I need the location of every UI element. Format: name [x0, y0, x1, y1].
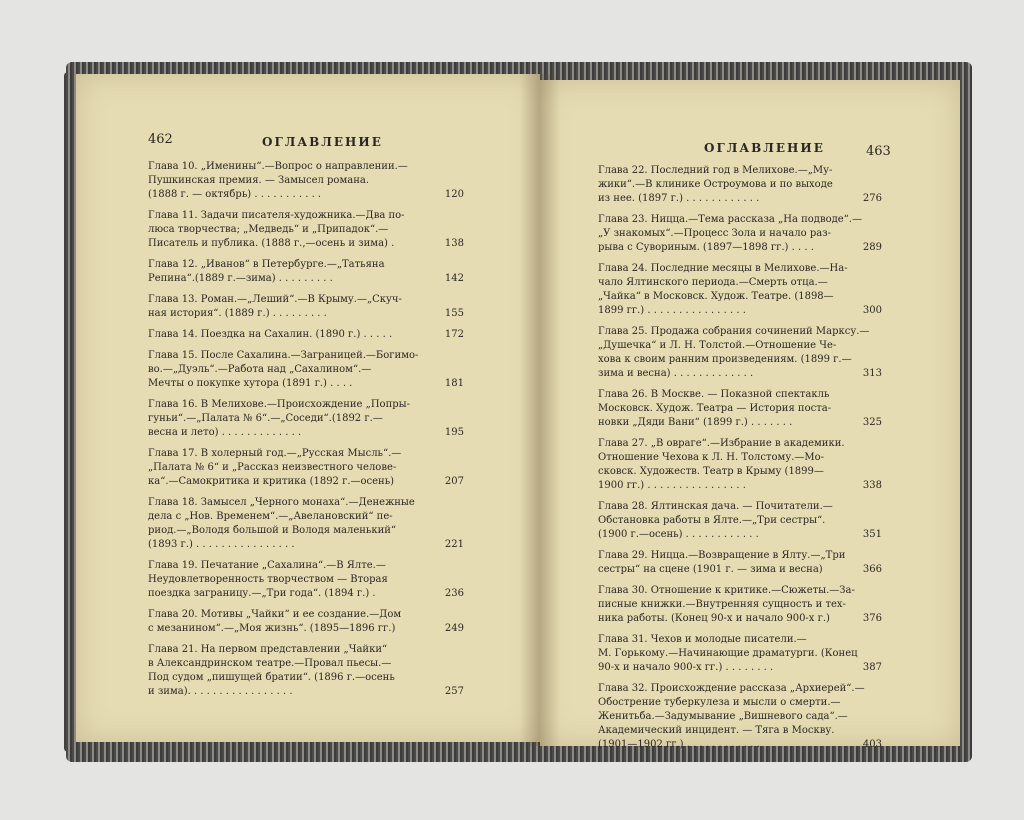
toc-entry-text — [598, 262, 882, 318]
toc-entry — [148, 608, 464, 636]
toc-entry-text — [598, 633, 882, 675]
toc-entry-line: Глава 19. Печатание „Сахалина“.—В Ялте.— — [148, 560, 386, 571]
toc-entry-text — [148, 559, 464, 601]
toc-entry — [148, 258, 464, 286]
toc-entry-line: Глава 12. „Иванов“ в Петербурге.—„Татьяна — [148, 259, 385, 270]
toc-entry-text — [148, 447, 464, 489]
toc-entry-line: Обострение туберкулеза и мысли о смерти.— — [598, 697, 841, 708]
toc-entry-text — [148, 328, 464, 342]
toc-entry-page: 313 — [862, 368, 882, 379]
toc-entry-text — [148, 608, 464, 636]
toc-entry — [148, 496, 464, 552]
toc-entry-line: хова к своим ранним произведениям. (1899 г.— — [598, 354, 852, 365]
toc-entry-line: Глава 22. Последний год в Мелихове.—„Му- — [598, 165, 833, 176]
toc-entry-line: Глава 23. Ницца.—Тема рассказа „На подводе“.— — [598, 214, 862, 225]
toc-entry-line: Писатель и публика. (1888 г.,—осень и зима) . — [148, 238, 395, 249]
toc-entry-line: 1900 гг.) . . . . . . . . . . . . . . . . — [598, 480, 746, 491]
book-gutter — [520, 74, 560, 746]
toc-entry-line: Глава 13. Роман.—„Леший“.—В Крыму.—„Скуч- — [148, 294, 402, 305]
toc-entry-line: Глава 28. Ялтинская дача. — Почитатели.— — [598, 501, 833, 512]
toc-entry-line: М. Горькому.—Начинающие драматурги. (Конец — [598, 648, 858, 659]
toc-entry-line: люса творчества; „Медведь“ и „Припадок“.— — [148, 224, 389, 235]
toc-entry-line: сковск. Художеств. Театр в Крыму (1899— — [598, 466, 824, 477]
toc-entry-line: поездка заграницу.—„Три года“. (1894 г.) . — [148, 588, 376, 599]
toc-entry-line: (1893 г.) . . . . . . . . . . . . . . . . — [148, 539, 295, 550]
toc-entry-line: Глава 31. Чехов и молодые писатели.— — [598, 634, 807, 645]
toc-entry-text — [148, 293, 464, 321]
toc-entry-line: Глава 27. „В овраге“.—Избрание в академики. — [598, 438, 845, 449]
toc-entry-page: 403 — [862, 739, 882, 750]
toc-entry-line: жики“.—В клинике Остроумова и по выходе — [598, 179, 833, 190]
toc-entry-text — [598, 682, 882, 752]
toc-entry-line: зима и весна) . . . . . . . . . . . . . — [598, 368, 754, 379]
toc-entry-line: ная история“. (1889 г.) . . . . . . . . . — [148, 308, 327, 319]
toc-entry-line: Глава 20. Мотивы „Чайки“ и ее создание.—Дом — [148, 609, 402, 620]
toc-entry-line: Глава 21. На первом представлении „Чайки“ — [148, 644, 388, 655]
right-page-number: 463 — [866, 144, 891, 159]
toc-entry-line: Глава 10. „Именины“.—Вопрос о направлении.— — [148, 161, 408, 172]
toc-entry — [148, 398, 464, 440]
toc-entry-line: Пушкинская премия. — Замысел романа. — [148, 175, 370, 186]
toc-entry-line: Глава 17. В холерный год.—„Русская Мысль“.— — [148, 448, 402, 459]
toc-entry — [598, 213, 882, 255]
toc-entry-line: Под судом „пишущей братии“. (1896 г.—осень — [148, 672, 395, 683]
toc-entry-text — [598, 325, 882, 381]
toc-entry-page: 249 — [444, 623, 464, 634]
toc-entry-page: 207 — [444, 476, 464, 487]
toc-entry-line: (1888 г. — октябрь) . . . . . . . . . . . — [148, 189, 322, 200]
toc-entry-text — [598, 164, 882, 206]
toc-entry-page: 142 — [444, 273, 464, 284]
left-toc-list — [148, 160, 464, 706]
toc-entry-page: 387 — [862, 662, 882, 673]
toc-entry-line: Глава 25. Продажа собрания сочинений Марксу.— — [598, 326, 870, 337]
toc-entry-line: Глава 30. Отношение к критике.—Сюжеты.—За- — [598, 585, 855, 596]
toc-entry-line: Глава 24. Последние месяцы в Мелихове.—На- — [598, 263, 848, 274]
toc-entry-text — [148, 258, 464, 286]
toc-entry-line: Глава 18. Замысел „Черного монаха“.—Денежные — [148, 497, 415, 508]
toc-entry-text — [148, 496, 464, 552]
toc-entry-page: 138 — [444, 238, 464, 249]
toc-entry-text — [148, 398, 464, 440]
toc-entry-line: чало Ялтинского периода.—Смерть отца.— — [598, 277, 828, 288]
toc-entry — [598, 500, 882, 542]
toc-entry-text — [598, 500, 882, 542]
left-running-head: ОГЛАВЛЕНИЕ — [262, 135, 383, 149]
toc-entry — [598, 549, 882, 577]
toc-entry — [598, 437, 882, 493]
toc-entry-line: Неудовлетворенность творчеством — Вторая — [148, 574, 388, 585]
toc-entry-page: 181 — [444, 378, 464, 389]
toc-entry-line: из нее. (1897 г.) . . . . . . . . . . . . — [598, 193, 760, 204]
toc-entry-line: Глава 11. Задачи писателя-художника.—Два по- — [148, 210, 405, 221]
toc-entry — [148, 643, 464, 699]
toc-entry — [148, 209, 464, 251]
toc-entry-line: и зима). . . . . . . . . . . . . . . . . — [148, 686, 293, 697]
toc-entry — [598, 682, 882, 752]
toc-entry-line: Обстановка работы в Ялте.—„Три сестры“. — [598, 515, 826, 526]
right-toc-list — [598, 164, 882, 759]
toc-entry-line: гуньи“.—„Палата № 6“.—„Соседи“.(1892 г.— — [148, 413, 383, 424]
toc-entry-line: сестры“ на сцене (1901 г. — зима и весна) — [598, 564, 823, 575]
toc-entry-line: „Палата № 6“ и „Рассказ неизвестного челове- — [148, 462, 397, 473]
toc-entry-line: с мезанином“.—„Моя жизнь“. (1895—1896 гг.) — [148, 623, 396, 634]
toc-entry — [598, 325, 882, 381]
toc-entry-page: 221 — [444, 539, 464, 550]
toc-entry-text — [598, 549, 882, 577]
toc-entry-line: Московск. Худож. Театра — История поста- — [598, 403, 832, 414]
toc-entry — [148, 447, 464, 489]
toc-entry-page: 120 — [444, 189, 464, 200]
toc-entry-line: „Душечка“ и Л. Н. Толстой.—Отношение Че- — [598, 340, 837, 351]
toc-entry-line: Глава 14. Поездка на Сахалин. (1890 г.) . . . . . — [148, 329, 393, 340]
toc-entry-text — [148, 160, 464, 202]
toc-entry-page: 236 — [444, 588, 464, 599]
toc-entry-line: „У знакомых“.—Процесс Зола и начало раз- — [598, 228, 832, 239]
toc-entry-line: „Чайка“ в Московск. Худож. Театре. (1898— — [598, 291, 834, 302]
toc-entry — [148, 328, 464, 342]
toc-entry-text — [598, 213, 882, 255]
toc-entry-line: ника работы. (Конец 90-х и начало 900-х г.) — [598, 613, 830, 624]
toc-entry-line: весна и лето) . . . . . . . . . . . . . — [148, 427, 302, 438]
toc-entry-line: ка“.—Самокритика и критика (1892 г.—осень) — [148, 476, 395, 487]
toc-entry-page: 195 — [444, 427, 464, 438]
toc-entry-text — [598, 584, 882, 626]
toc-entry-text — [598, 388, 882, 430]
toc-entry-page: 300 — [862, 305, 882, 316]
right-running-head: ОГЛАВЛЕНИЕ — [704, 141, 825, 155]
toc-entry — [598, 633, 882, 675]
toc-entry-line: Глава 32. Происхождение рассказа „Архиерей“.— — [598, 683, 865, 694]
toc-entry-line: писные книжки.—Внутренняя сущность и тех- — [598, 599, 846, 610]
toc-entry-line: Глава 29. Ницца.—Возвращение в Ялту.—„Три — [598, 550, 846, 561]
toc-entry-page: 351 — [862, 529, 882, 540]
toc-entry-line: в Александринском театре.—Провал пьесы.— — [148, 658, 392, 669]
toc-entry-line: 1899 гг.) . . . . . . . . . . . . . . . . — [598, 305, 746, 316]
toc-entry-line: 90-х и начало 900-х гг.) . . . . . . . . — [598, 662, 774, 673]
toc-entry-line: дела с „Нов. Временем“.—„Авелановский“ пе- — [148, 511, 393, 522]
toc-entry-line: Глава 16. В Мелихове.—Происхождение „Попры- — [148, 399, 410, 410]
toc-entry-page: 338 — [862, 480, 882, 491]
toc-entry-page: 172 — [444, 329, 464, 340]
toc-entry-line: риод.—„Володя большой и Володя маленький“ — [148, 525, 397, 536]
toc-entry — [598, 584, 882, 626]
toc-entry-line: во.—„Дуэль“.—Работа над „Сахалином“.— — [148, 364, 372, 375]
toc-entry-text — [148, 643, 464, 699]
toc-entry-text — [148, 349, 464, 391]
toc-entry — [598, 262, 882, 318]
toc-entry — [148, 349, 464, 391]
left-page-number: 462 — [148, 132, 173, 147]
toc-entry-line: Отношение Чехова к Л. Н. Толстому.—Мо- — [598, 452, 825, 463]
toc-entry-page: 276 — [862, 193, 882, 204]
toc-entry — [598, 388, 882, 430]
toc-entry-page: 376 — [862, 613, 882, 624]
toc-entry — [148, 559, 464, 601]
toc-entry-line: Академический инцидент. — Тяга в Москву. — [598, 725, 835, 736]
toc-entry-line: Глава 26. В Москве. — Показной спектакль — [598, 389, 830, 400]
toc-entry-line: новки „Дяди Вани“ (1899 г.) . . . . . . . — [598, 417, 793, 428]
toc-entry — [148, 293, 464, 321]
toc-entry-text — [148, 209, 464, 251]
toc-entry-page: 366 — [862, 564, 882, 575]
toc-entry-line: Мечты о покупке хутора (1891 г.) . . . . — [148, 378, 353, 389]
toc-entry-text — [598, 437, 882, 493]
toc-entry-page: 289 — [862, 242, 882, 253]
toc-entry-line: рыва с Сувориным. (1897—1898 гг.) . . . . — [598, 242, 814, 253]
toc-entry-page: 257 — [444, 686, 464, 697]
toc-entry — [148, 160, 464, 202]
toc-entry — [598, 164, 882, 206]
toc-entry-page: 325 — [862, 417, 882, 428]
toc-entry-line: Репина“.(1889 г.—зима) . . . . . . . . . — [148, 273, 333, 284]
toc-entry-line: (1900 г.—осень) . . . . . . . . . . . . — [598, 529, 759, 540]
toc-entry-line: (1901—1902 гг.) . . . . . . . . . . . . — [598, 739, 760, 750]
toc-entry-line: Глава 15. После Сахалина.—Заграницей.—Богимо- — [148, 350, 419, 361]
toc-entry-page: 155 — [444, 308, 464, 319]
toc-entry-line: Женитьба.—Задумывание „Вишневого сада“.— — [598, 711, 848, 722]
